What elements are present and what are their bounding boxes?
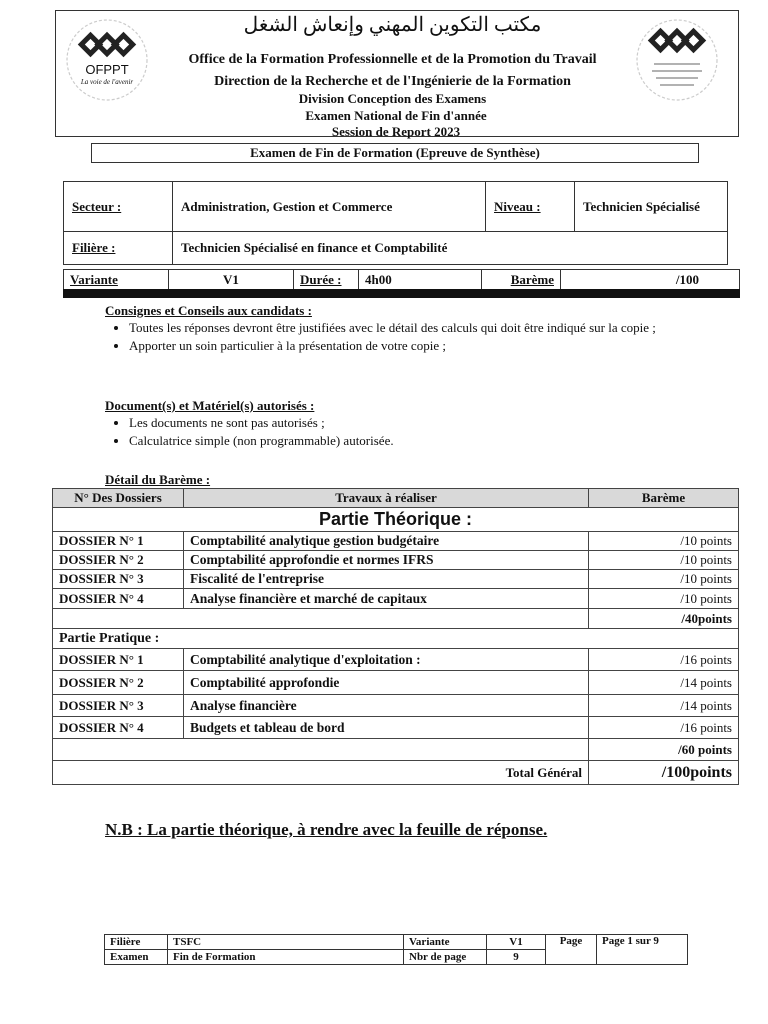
table-row bbox=[53, 717, 739, 739]
filiere-value: Technicien Spécialisé en finance et Comptabilité bbox=[173, 232, 728, 265]
footer-examen-value: Fin de Formation bbox=[168, 950, 404, 965]
table-row bbox=[53, 671, 739, 695]
secteur-label: Secteur : bbox=[64, 182, 173, 232]
ofppt-logo-left bbox=[62, 18, 152, 102]
ofppt-arabic-emblem-icon bbox=[632, 18, 722, 102]
bareme-label: Barème bbox=[482, 270, 561, 290]
info-table bbox=[63, 181, 728, 265]
points-cell: /16 points bbox=[589, 649, 739, 671]
footer-filiere-value: TSFC bbox=[168, 935, 404, 950]
points-cell: /10 points bbox=[589, 532, 739, 551]
documents-title: Document(s) et Matériel(s) autorisés : bbox=[105, 398, 315, 413]
duree-label: Durée : bbox=[294, 270, 359, 290]
consignes-title: Consignes et Conseils aux candidats : bbox=[105, 303, 312, 318]
dossier-cell: DOSSIER N° 2 bbox=[53, 671, 184, 695]
list-item: • Les documents ne sont pas autorisés ; bbox=[129, 415, 729, 431]
points-cell: /10 points bbox=[589, 589, 739, 609]
dossier-cell: DOSSIER N° 1 bbox=[53, 649, 184, 671]
black-divider bbox=[63, 289, 740, 298]
dossier-cell: DOSSIER N° 3 bbox=[53, 695, 184, 717]
table-row bbox=[53, 570, 739, 589]
variant-row bbox=[63, 269, 740, 290]
exam-type-box: Examen de Fin de Formation (Epreuve de Synthèse) bbox=[91, 143, 699, 163]
total-label: Total Général bbox=[53, 761, 589, 785]
travail-cell: Comptabilité approfondie et normes IFRS bbox=[184, 551, 589, 570]
dossier-cell: DOSSIER N° 2 bbox=[53, 551, 184, 570]
session-line: Session de Report 2023 bbox=[331, 124, 461, 139]
pratique-title: Partie Pratique : bbox=[53, 629, 739, 649]
empty-cell bbox=[53, 739, 589, 761]
points-cell: /10 points bbox=[589, 570, 739, 589]
variante-label: Variante bbox=[64, 270, 169, 290]
footer-variante-label: Variante bbox=[404, 935, 487, 950]
nb-note: N.B : La partie théorique, à rendre avec la feuille de réponse. bbox=[105, 820, 548, 839]
ofppt-logo-right bbox=[632, 18, 722, 102]
consignes-list bbox=[107, 318, 729, 356]
niveau-label: Niveau : bbox=[486, 182, 575, 232]
ofppt-emblem-icon bbox=[62, 18, 152, 102]
travail-cell: Comptabilité analytique d'exploitation : bbox=[184, 649, 589, 671]
table-row bbox=[53, 649, 739, 671]
theorique-total: /40points bbox=[589, 609, 739, 629]
org-line-1: Office de la Formation Professionnelle et de la Promotion du Travail bbox=[188, 52, 597, 67]
col-header-travaux: Travaux à réaliser bbox=[184, 489, 589, 508]
total-value: /100points bbox=[589, 761, 739, 785]
travail-cell: Budgets et tableau de bord bbox=[184, 717, 589, 739]
table-row bbox=[53, 532, 739, 551]
footer-nbr-label: Nbr de page bbox=[404, 950, 487, 965]
footer-page-label: Page bbox=[546, 935, 597, 965]
org-line-3: Division Conception des Examens bbox=[298, 91, 487, 106]
travail-cell: Analyse financière et marché de capitaux bbox=[184, 589, 589, 609]
footer-filiere-label: Filière bbox=[105, 935, 168, 950]
table-row bbox=[53, 589, 739, 609]
travail-cell: Comptabilité analytique gestion budgétaire bbox=[184, 532, 589, 551]
empty-cell bbox=[53, 609, 589, 629]
footer-variante-value: V1 bbox=[487, 935, 546, 950]
documents-list bbox=[107, 413, 729, 451]
secteur-value: Administration, Gestion et Commerce bbox=[173, 182, 486, 232]
points-cell: /14 points bbox=[589, 671, 739, 695]
detail-title: Détail du Barème : bbox=[105, 472, 211, 487]
footer-page-value: Page 1 sur 9 bbox=[597, 935, 688, 965]
table-row bbox=[53, 695, 739, 717]
bareme-value: /100 bbox=[561, 270, 740, 290]
col-header-dossiers: N° Des Dossiers bbox=[53, 489, 184, 508]
dossier-cell: DOSSIER N° 4 bbox=[53, 589, 184, 609]
dossier-cell: DOSSIER N° 1 bbox=[53, 532, 184, 551]
logo-left-tagline: La voie de l'avenir bbox=[80, 78, 134, 86]
dossier-cell: DOSSIER N° 4 bbox=[53, 717, 184, 739]
points-cell: /10 points bbox=[589, 551, 739, 570]
points-cell: /16 points bbox=[589, 717, 739, 739]
travail-cell: Comptabilité approfondie bbox=[184, 671, 589, 695]
arabic-title: مكتب التكوين المهني وإنعاش الشغل bbox=[243, 14, 542, 36]
table-row bbox=[53, 551, 739, 570]
footer-nbr-value: 9 bbox=[487, 950, 546, 965]
travail-cell: Analyse financière bbox=[184, 695, 589, 717]
filiere-label: Filière : bbox=[64, 232, 173, 265]
org-line-2: Direction de la Recherche et de l'Ingénierie de la Formation bbox=[214, 74, 571, 89]
variante-value: V1 bbox=[169, 270, 294, 290]
dossier-cell: DOSSIER N° 3 bbox=[53, 570, 184, 589]
list-item: • Calculatrice simple (non programmable) autorisée. bbox=[129, 433, 729, 449]
list-item: • Toutes les réponses devront être justifiées avec le détail des calculs qui doit être indiqué sur la copie ; bbox=[129, 320, 729, 336]
footer-table bbox=[104, 934, 688, 965]
col-header-bareme: Barème bbox=[589, 489, 739, 508]
pratique-total: /60 points bbox=[589, 739, 739, 761]
theorique-title: Partie Théorique : bbox=[53, 508, 739, 532]
list-item: • Apporter un soin particulier à la présentation de votre copie ; bbox=[129, 338, 729, 354]
bareme-table bbox=[52, 488, 739, 785]
points-cell: /14 points bbox=[589, 695, 739, 717]
logo-left-text: OFPPT bbox=[85, 62, 129, 77]
footer-examen-label: Examen bbox=[105, 950, 168, 965]
travail-cell: Fiscalité de l'entreprise bbox=[184, 570, 589, 589]
niveau-value: Technicien Spécialisé bbox=[575, 182, 728, 232]
exam-line: Examen National de Fin d'année bbox=[305, 108, 487, 123]
duree-value: 4h00 bbox=[359, 270, 482, 290]
